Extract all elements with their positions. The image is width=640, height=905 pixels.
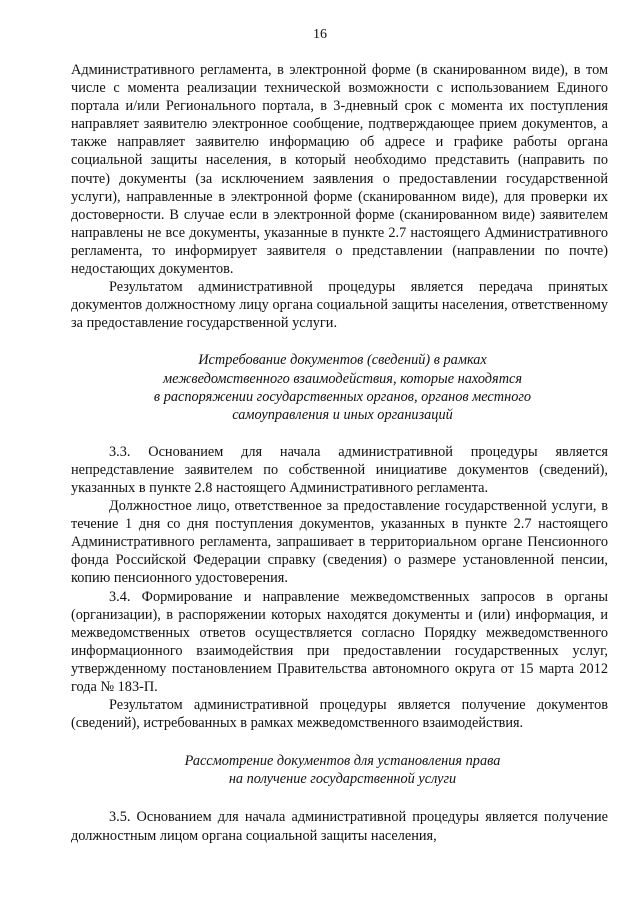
heading-line: на получение государственной услуги [228,771,457,788]
document-body [71,61,608,845]
paragraph-continuation: Административного регламента, в электронной форме (в сканированном виде), в том числе с момента реализации технической возможности с использованием Единого портала и/или Регионального портала, в 3-дневный срок с момента их поступления направляет заявителю электронное сообщение, подтверждающее прием документов, а также направляет заявителю информацию об адресе и графике работы органа социальной защиты населения, в который необходимо представить (направить по почте) документы (за исключением заявления о предоставлении государственной услуги), направленные в электронной форме (сканированном виде), для проверки их достоверности. В случае если в электронной форме (сканированном виде) заявителем направлены не все документы, указанные в пункте 2.7 настоящего Административного регламента, то информирует заявителя о представлении (направлении по почте) недостающих документов. [71,62,608,278]
paragraph-result-received: Результатом административной процедуры является получение документов (сведений), истребованных в рамках межведомственного взаимодействия. [71,697,608,732]
paragraph-3-4: 3.4. Формирование и направление межведомственных запросов в органы (организации), в распоряжении которых находятся документы и (или) информация, и межведомственных ответов осуществляется согласно Порядку межведомственного информационного взаимодействия при предоставлении государственных услуг, утвержденному постановлением Правительства автономного округа от 15 марта 2012 года № 183-П. [71,588,608,695]
page-number: 16 [313,27,327,42]
heading-line: самоуправления и иных организаций [232,406,453,423]
paragraph-result-transfer: Результатом административной процедуры является передача принятых документов должностному лицу органа социальной защиты населения, ответственному за предоставление государственной услуги. [71,279,608,332]
paragraph-3-3: 3.3. Основанием для начала административной процедуры является непредставление заявителем по собственной инициативе документов (сведений), указанных в пункте 2.8 настоящего Административного регламента. [71,443,608,496]
section-heading-document-review [71,752,608,788]
heading-line: в распоряжении государственных органов, органов местного [153,388,532,405]
paragraph-official-request: Должностное лицо, ответственное за предоставление государственной услуги, в течение 1 дня со дня поступления документов, указанных в пункте 2.7 настоящего Административного регламента, запрашивает в территориальном органе Пенсионного фонда Российской Федерации справку (сведения) о размере установленной пенсии, копию пенсионного удостоверения. [71,498,608,587]
paragraph-3-5: 3.5. Основанием для начала административной процедуры является получение должностным лицом органа социальной защиты населения, [71,809,608,844]
heading-line: межведомственного взаимодействия, которые находятся [162,370,523,387]
heading-line: Рассмотрение документов для установления права [184,753,501,770]
heading-line: Истребование документов (сведений) в рамках [198,352,487,369]
section-heading-interagency-request [71,351,608,423]
